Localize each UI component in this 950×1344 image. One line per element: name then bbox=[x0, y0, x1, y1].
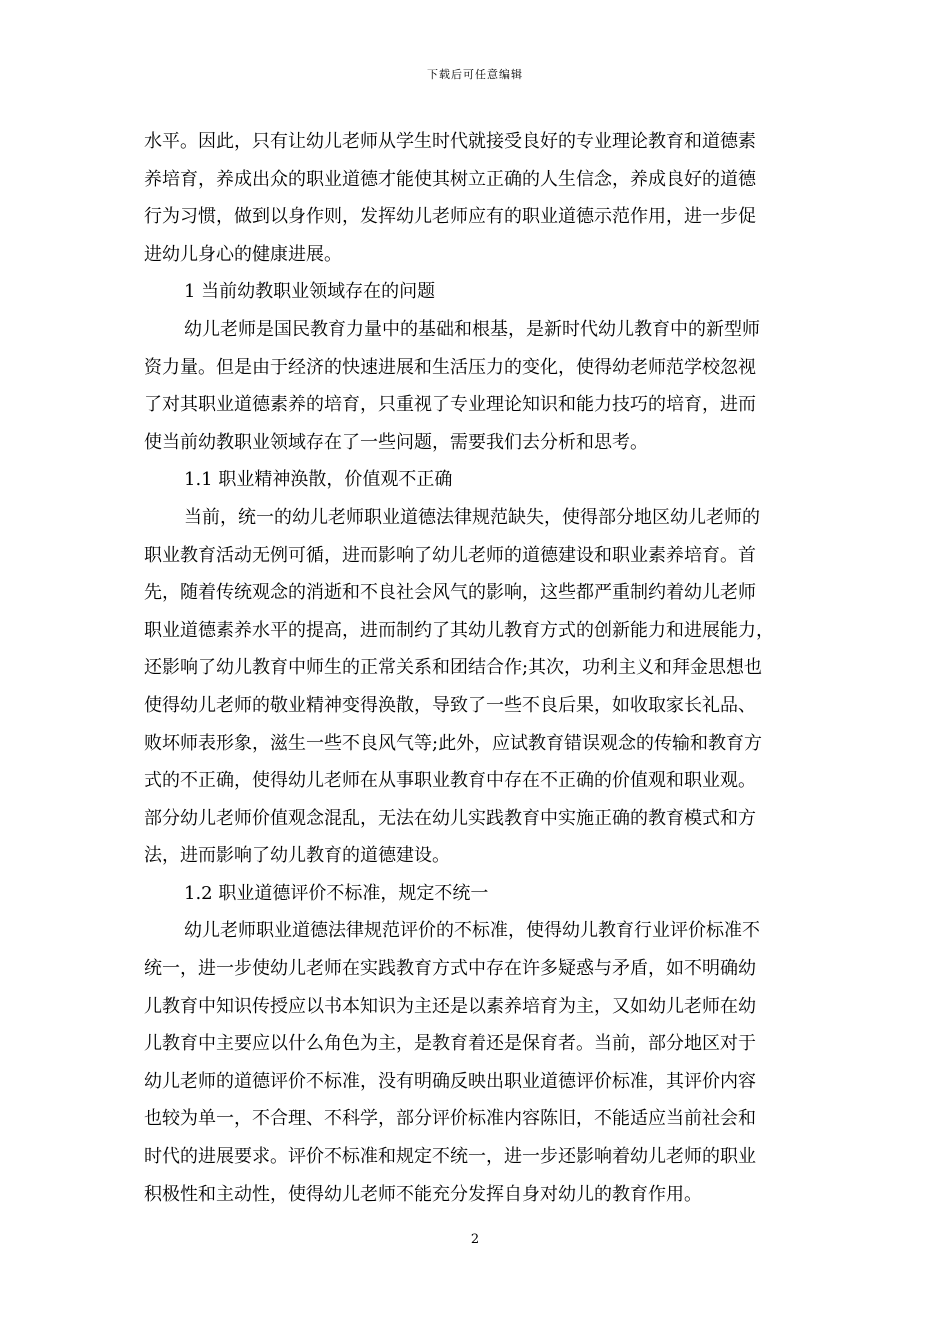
body-line: 使得幼儿老师的敬业精神变得涣散，导致了一些不良后果，如收取家长礼品、 bbox=[144, 694, 756, 716]
body-line: 幼儿老师的道德评价不标准，没有明确反映出职业道德评价标准，其评价内容 bbox=[144, 1070, 756, 1092]
document-body bbox=[144, 123, 808, 1213]
body-line: 幼儿老师职业道德法律规范评价的不标准，使得幼儿教育行业评价标准不 bbox=[184, 920, 760, 942]
body-line: 职业道德素养水平的提高，进而制约了其幼儿教育方式的创新能力和进展能力， bbox=[144, 619, 774, 641]
body-line: 时代的进展要求。评价不标准和规定不统一，进一步还影响着幼儿老师的职业 bbox=[144, 1146, 756, 1168]
subsection-heading: 1.2 职业道德评价不标准，规定不统一 bbox=[184, 882, 489, 904]
header-note: 下载后可任意编辑 bbox=[427, 68, 523, 81]
body-line: 幼儿老师是国民教育力量中的基础和根基，是新时代幼儿教育中的新型师 bbox=[184, 318, 760, 340]
body-line: 败坏师表形象，滋生一些不良风气等;此外，应试教育错误观念的传输和教育方 bbox=[144, 732, 763, 754]
body-line: 使当前幼教职业领域存在了一些问题，需要我们去分析和思考。 bbox=[144, 431, 648, 453]
body-line: 式的不正确，使得幼儿老师在从事职业教育中存在不正确的价值观和职业观。 bbox=[144, 770, 756, 792]
body-line: 部分幼儿老师价值观念混乱，无法在幼儿实践教育中实施正确的教育模式和方 bbox=[144, 807, 756, 829]
body-line: 统一，进一步使幼儿老师在实践教育方式中存在许多疑惑与矛盾，如不明确幼 bbox=[144, 958, 756, 980]
body-line: 养培育，养成出众的职业道德才能使其树立正确的人生信念，养成良好的道德 bbox=[144, 168, 756, 190]
body-line: 积极性和主动性，使得幼儿老师不能充分发挥自身对幼儿的教育作用。 bbox=[144, 1183, 702, 1205]
body-line: 水平。因此，只有让幼儿老师从学生时代就接受良好的专业理论教育和道德素 bbox=[144, 131, 756, 152]
body-line: 进幼儿身心的健康进展。 bbox=[144, 243, 342, 265]
section-heading: 1 当前幼教职业领域存在的问题 bbox=[184, 281, 436, 303]
body-line: 还影响了幼儿教育中师生的正常关系和团结合作;其次，功利主义和拜金思想也 bbox=[144, 657, 763, 679]
subsection-heading: 1.1 职业精神涣散，价值观不正确 bbox=[184, 469, 453, 491]
body-line: 当前，统一的幼儿老师职业道德法律规范缺失，使得部分地区幼儿老师的 bbox=[184, 506, 760, 528]
body-line: 先，随着传统观念的消逝和不良社会风气的影响，这些都严重制约着幼儿老师 bbox=[144, 582, 756, 604]
body-line: 了对其职业道德素养的培育，只重视了专业理论知识和能力技巧的培育，进而 bbox=[144, 394, 756, 416]
body-line: 也较为单一，不合理、不科学，部分评价标准内容陈旧，不能适应当前社会和 bbox=[144, 1108, 756, 1130]
body-line: 儿教育中知识传授应以书本知识为主还是以素养培育为主，又如幼儿老师在幼 bbox=[144, 995, 756, 1017]
body-line: 资力量。但是由于经济的快速进展和生活压力的变化，使得幼老师范学校忽视 bbox=[144, 356, 756, 378]
page-number: 2 bbox=[470, 1232, 480, 1247]
body-line: 儿教育中主要应以什么角色为主，是教育着还是保育者。当前，部分地区对于 bbox=[144, 1033, 756, 1055]
body-line: 法，进而影响了幼儿教育的道德建设。 bbox=[144, 845, 450, 867]
body-line: 行为习惯，做到以身作则，发挥幼儿老师应有的职业道德示范作用，进一步促 bbox=[144, 206, 756, 228]
body-line: 职业教育活动无例可循，进而影响了幼儿老师的道德建设和职业素养培育。首 bbox=[144, 544, 756, 566]
